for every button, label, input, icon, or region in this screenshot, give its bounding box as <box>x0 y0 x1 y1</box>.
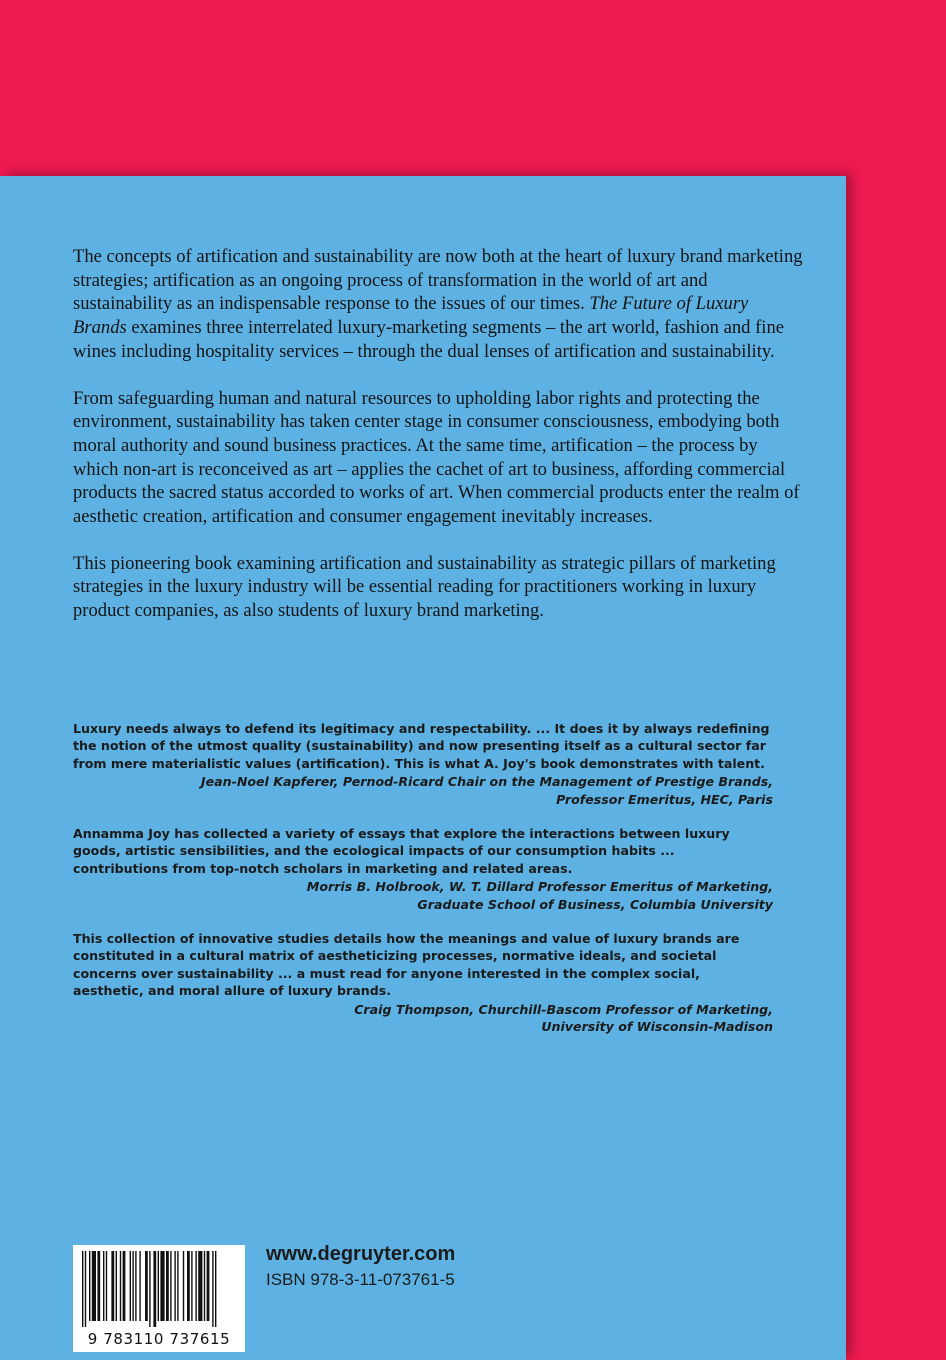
barcode-bar <box>89 1251 90 1321</box>
barcode-bar <box>204 1251 205 1321</box>
isbn-barcode <box>73 1245 245 1352</box>
barcode-bar <box>183 1251 184 1321</box>
barcode-bar <box>198 1251 202 1321</box>
book-blurb <box>73 245 803 646</box>
endorsement <box>73 825 773 913</box>
barcode-bars <box>81 1251 237 1327</box>
barcode-bar <box>177 1251 178 1321</box>
barcode-bar <box>132 1251 133 1321</box>
barcode-bar <box>82 1251 83 1327</box>
barcode-bar <box>187 1251 190 1321</box>
barcode-bar <box>123 1251 126 1321</box>
endorsement <box>73 720 773 808</box>
barcode-bar <box>207 1251 210 1321</box>
endorsement-text: This collection of innovative studies details how the meanings and value of luxury brands are constituted in a cultural matrix of aestheticizing processes, normative ideals, and societal concerns over sustainability ... a must read for anyone interested in the complex social, aesthetic, and moral allure of luxury brands. <box>73 931 740 999</box>
barcode-bar <box>130 1251 131 1321</box>
endorsement-attribution: Craig Thompson, Churchill-Bascom Professor of Marketing, University of Wisconsin-Madison <box>354 1001 773 1035</box>
barcode-bar <box>195 1251 196 1321</box>
barcode-bar <box>116 1251 117 1321</box>
barcode-bar <box>106 1251 107 1321</box>
publisher-url[interactable]: www.degruyter.com <box>266 1243 456 1265</box>
barcode-bar <box>103 1251 104 1321</box>
barcode-bar <box>174 1251 175 1321</box>
isbn-number: ISBN 978-3-11-073761-5 <box>266 1270 455 1289</box>
barcode-bar <box>120 1251 121 1321</box>
barcode-bar <box>111 1251 114 1321</box>
barcode-bar <box>92 1251 96 1321</box>
barcode-bar <box>160 1251 164 1321</box>
barcode-bar <box>145 1251 148 1321</box>
barcode-bar <box>85 1251 86 1327</box>
barcode-bar <box>212 1251 213 1327</box>
blurb-paragraph-3: This pioneering book examining artification and sustainability as strategic pillars of marketing strategies in the luxury industry will be essential reading for practitioners working in luxury product companies, as also students of luxury brand marketing. <box>73 552 776 622</box>
barcode-bar <box>97 1251 100 1321</box>
endorsement-attribution: Morris B. Holbrook, W. T. Dillard Professor Emeritus of Marketing, Graduate School of Business, Columbia University <box>306 879 773 912</box>
barcode-bar <box>135 1251 136 1321</box>
barcode-bar <box>149 1251 150 1327</box>
barcode-digits: 9 783110 737615 <box>87 1330 231 1348</box>
barcode-bar <box>170 1251 171 1321</box>
barcode-bar <box>191 1251 192 1321</box>
endorsement-attribution: Jean-Noel Kapferer, Pernod-Ricard Chair on the Management of Prestige Brands, Professor Emeritus, HEC, Paris <box>200 774 773 807</box>
endorsement <box>73 930 773 1035</box>
blurb-paragraph-2: From safeguarding human and natural resources to upholding labor rights and protecting the environment, sustainability has taken center stage in consumer consciousness, embodying both moral authority and sound business practices. At the same time, artification – the process by which non-art is reconceived as art – applies the cachet of art to business, affording commercial products the sacred status accorded to works of art. When commercial products enter the realm of aesthetic creation, artification and consumer engagement inevitably increases. <box>73 387 800 528</box>
barcode-bar <box>139 1251 140 1321</box>
barcode-bar <box>158 1251 159 1321</box>
endorsements <box>73 720 773 1053</box>
book-title: The Future of Luxury Brands <box>73 293 749 339</box>
endorsement-text: Luxury needs always to defend its legitimacy and respectability. ... It does it by always redefining the notion of the utmost quality (sustainability) and now presenting itself as a cultural sector far from mere materialistic values (artification). This is what A. Joy's book demonstrates with talent. <box>73 721 770 771</box>
barcode-bar <box>215 1251 216 1327</box>
endorsement-text: Annamma Joy has collected a variety of essays that explore the interactions between luxury goods, artistic sensibilities, and the ecological impacts of our consumption habits ... contributions from top-notch scholars in marketing and related areas. <box>73 826 730 876</box>
blurb-paragraph-1: The concepts of artification and sustainability are now both at the heart of luxury brand marketing strategies; artification as an ongoing process of transformation in the world of art and sustainability as an indispensable response to the issues of our times. The Future of Luxury Brands examines three interrelated luxury-marketing segments – the art world, fashion and fine wines including hospitality services – through the dual lenses of artification and sustainability. <box>73 246 803 362</box>
barcode-bar <box>153 1251 156 1327</box>
barcode-bar <box>166 1251 169 1321</box>
